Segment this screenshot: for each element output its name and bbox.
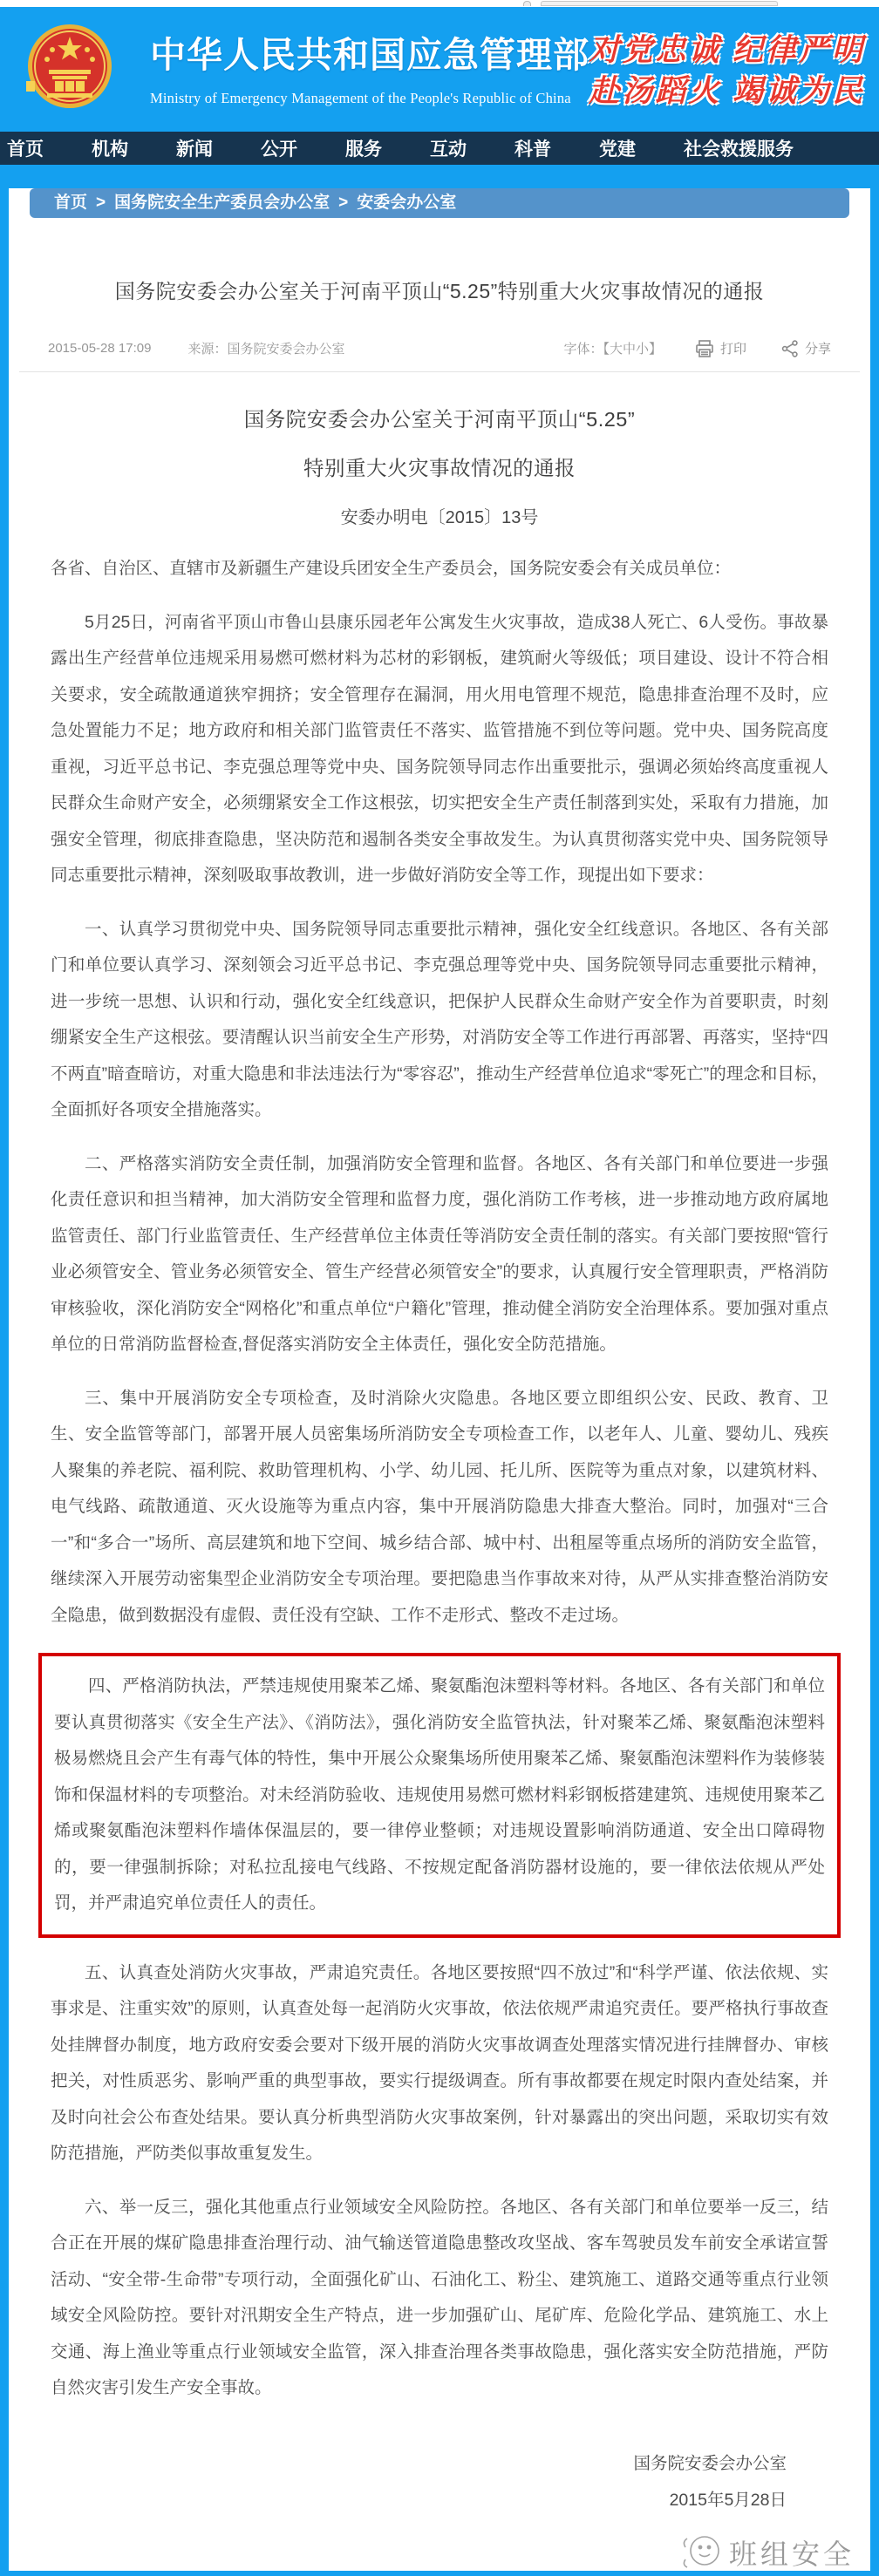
watermark-label: 班组安全: [728, 2539, 855, 2570]
nav-item-gongkai[interactable]: 公开: [261, 139, 297, 160]
font-size-label: 字体：: [563, 342, 603, 357]
site-subtitle: Ministry of Emergency Management of the People's Republic of China: [150, 90, 571, 106]
doc-paragraph-5: 五、认真查处消防火灾事故，严肃追究责任。各地区要按照“四不放过”和“科学严谨、依法依规、实事求是、注重实效”的原则，认真查处每一起消防火灾事故，依法依规严肃追究责任。要严格执行事故查处挂牌督办制度，地方政府安委会要对下级开展的消防火灾事故调查处理落实情况进行挂牌督办、审核把关，对性质恶劣、影响严重的典型事故，要实行提级调查。所有事故都要在规定时限内查处结案，并及时向社会公布查处结果。要认真分析典型消防火灾事故案例，针对暴露出的突出问题，采取切实有效防范措施，严防类似事故重复发生。: [51, 1962, 828, 2163]
doc-paragraph-6: 六、举一反三，强化其他重点行业领域安全风险防控。各地区、各有关部门和单位要举一反三，结合正在开展的煤矿隐患排查治理行动、油气输送管道隐患整改攻坚战、客车驾驶员发车前安全承诺宣誓活动、“安全带-生命带”专项行动，全面强化矿山、石油化工、粉尘、建筑施工、道路交通等重点行业领域安全风险防控。要针对汛期安全生产特点，进一步加强矿山、尾矿库、危险化学品、建筑施工、水上交通、海上渔业等重点行业领域安全监管，深入排查治理各类事故隐患，强化落实安全防范措施，严防自然灾害引发生产安全事故。: [51, 2197, 828, 2397]
breadcrumb-current: 安委会办公室: [357, 194, 457, 212]
search-bar-remnant: [541, 1, 778, 6]
breadcrumb-separator: >: [338, 194, 349, 212]
slogan-line-1: 对党忠诚 纪律严明: [589, 33, 865, 67]
nav-item-hudong[interactable]: 互动: [430, 139, 467, 160]
national-emblem-icon: [26, 21, 113, 116]
doc-title-line1: 国务院安委会办公室关于河南平顶山“5.25”: [243, 408, 636, 431]
doc-title-line2: 特别重大火灾事故情况的通报: [303, 457, 576, 479]
print-icon: [695, 340, 714, 357]
site-header: [0, 7, 879, 132]
nav-item-kepu[interactable]: 科普: [514, 139, 551, 160]
slogan-line-2: 赴汤蹈火 竭诚为民: [589, 74, 865, 108]
breadcrumb: [30, 188, 849, 218]
doc-sign-date: 2015年5月28日: [669, 2490, 787, 2510]
site-title: 中华人民共和国应急管理部: [150, 35, 589, 75]
doc-number: 安委办明电〔2015〕13号: [340, 508, 539, 527]
doc-signature: 国务院安委会办公室: [633, 2453, 787, 2473]
nav-item-jigou[interactable]: 机构: [92, 139, 128, 160]
share-label: 分享: [804, 342, 831, 357]
doc-paragraph-3: 三、集中开展消防安全专项检查，及时消除火灾隐患。各地区要立即组织公安、民政、教育、卫生、安全监管等部门，部署开展人员密集场所消防安全专项检查工作，以老年人、儿童、婴幼儿、残疾人聚集的养老院、福利院、救助管理机构、小学、幼儿园、托儿所、医院等为重点对象，以建筑材料、电气线路、疏散通道、灭火设施等为重点内容，集中开展消防隐患大排查大整治。同时，加强对“三合一”和“多合一”场所、高层建筑和地下空间、城乡结合部、城中村、出租屋等重点场所的消防安全监管，继续深入开展劳动密集型企业消防安全专项治理。要把隐患当作事故来对待，从严从实排查整治消防安全隐患，做到数据没有虚假、责任没有空缺、工作不走形式、整改不走过场。: [51, 1388, 828, 1625]
share-icon: [781, 340, 799, 357]
doc-paragraph-intro: 5月25日，河南省平顶山市鲁山县康乐园老年公寓发生火灾事故，造成38人死亡、6人受伤。事故暴露出生产经营单位违规采用易燃可燃材料为芯材的彩钢板，建筑耐火等级低；项目建设、设计不符合相关要求，安全疏散通道狭窄拥挤；安全管理存在漏洞，用火用电管理不规范，隐患排查治理不及时，应急处置能力不足；地方政府和相关部门监管责任不落实、监管措施不到位等问题。党中央、国务院高度重视，习近平总书记、李克强总理等党中央、国务院领导同志作出重要批示，强调必须始终高度重视人民群众生命财产安全，必须绷紧安全工作这根弦，切实把安全生产责任制落到实处，采取有力措施，加强安全管理，彻底排查隐患，坚决防范和遏制各类安全事故发生。为认真贯彻落实党中央、国务院领导同志重要批示精神，深刻吸取事故教训，进一步做好消防安全等工作，现提出如下要求：: [51, 612, 828, 885]
breadcrumb-home[interactable]: 首页: [54, 194, 88, 212]
nav-item-home[interactable]: 首页: [7, 139, 44, 160]
nav-item-xinwen[interactable]: 新闻: [176, 139, 213, 160]
content-card: [9, 188, 870, 2571]
highlight-red-box: [38, 1653, 841, 1938]
top-strip: [0, 0, 879, 7]
main-nav: [0, 132, 879, 165]
document-body: [9, 372, 870, 2518]
nav-item-fuwu[interactable]: 服务: [345, 139, 382, 160]
search-icon: [523, 1, 531, 6]
nav-item-shehuijiuyuan[interactable]: 社会救援服务: [684, 139, 794, 160]
page-title: 国务院安委会办公室关于河南平顶山“5.25”特别重大火灾事故情况的通报: [114, 280, 765, 302]
print-label: 打印: [719, 342, 746, 357]
slogan-banner: [589, 30, 865, 112]
doc-salutation: 各省、自治区、直辖市及新疆生产建设兵团安全生产委员会，国务院安委会有关成员单位：: [51, 559, 732, 578]
breadcrumb-anweihui-bangongshi-full[interactable]: 国务院安全生产委员会办公室: [114, 194, 330, 212]
smiley-badge-icon: [678, 2530, 724, 2576]
print-button[interactable]: [695, 339, 746, 357]
article-source: 来源：国务院安委会办公室: [187, 342, 345, 357]
watermark: [678, 2530, 855, 2576]
share-button[interactable]: [781, 339, 831, 357]
font-size-control[interactable]: 【大中小】: [603, 342, 662, 357]
publish-date: 2015-05-28 17:09: [48, 341, 152, 356]
doc-paragraph-2: 二、严格落实消防安全责任制，加强消防安全管理和监督。各地区、各有关部门和单位要进一步强化责任意识和担当精神，加大消防安全管理和监督力度，强化消防工作考核，进一步推动地方政府属地监管责任、部门行业监管责任、生产经营单位主体责任等消防安全责任制的落实。有关部门要按照“管行业必须管安全、管业务必须管安全、管生产经营必须管安全”的要求，认真履行安全管理职责，严格消防审核验收，深化消防安全“网格化”和重点单位“户籍化”管理，推动健全消防安全治理体系。要加强对重点单位的日常消防监督检查,督促落实消防安全主体责任，强化安全防范措施。: [51, 1153, 828, 1354]
nav-item-dangjian[interactable]: 党建: [599, 139, 636, 160]
doc-paragraph-1: 一、认真学习贯彻党中央、国务院领导同志重要批示精神，强化安全红线意识。各地区、各有关部门和单位要认真学习、深刻领会习近平总书记、李克强总理等党中央、国务院领导同志重要批示精神，进一步统一思想、认识和行动，强化安全红线意识，把保护人民群众生命财产安全作为首要职责，时刻绷紧安全生产这根弦。要清醒认识当前安全生产形势，对消防安全等工作进行再部署、再落实，坚持“四不两直”暗查暗访，对重大隐患和非法违法行为“零容忍”，推动生产经营单位追求“零死亡”的理念和目标，全面抓好各项安全措施落实。: [51, 919, 828, 1119]
article-meta: [48, 339, 831, 357]
breadcrumb-separator: >: [96, 194, 106, 212]
doc-paragraph-4-highlighted: 四、严格消防执法，严禁违规使用聚苯乙烯、聚氨酯泡沫塑料等材料。各地区、各有关部门和单位要认真贯彻落实《安全生产法》、《消防法》，强化消防安全监管执法，针对聚苯乙烯、聚氨酯泡沫塑料极易燃烧且会产生有毒气体的特性，集中开展公众聚集场所使用聚苯乙烯、聚氨酯泡沫塑料作为装修装饰和保温材料的专项整治。对未经消防验收、违规使用易燃可燃材料彩钢板搭建建筑、违规使用聚苯乙烯或聚氨酯泡沫塑料作墙体保温层的，要一律停业整顿；对违规设置影响消防通道、安全出口障碍物的，要一律强制拆除；对私拉乱接电气线路、不按规定配备消防器材设施的，要一律依法依规从严处罚，并严肃追究单位责任人的责任。: [54, 1676, 825, 1913]
